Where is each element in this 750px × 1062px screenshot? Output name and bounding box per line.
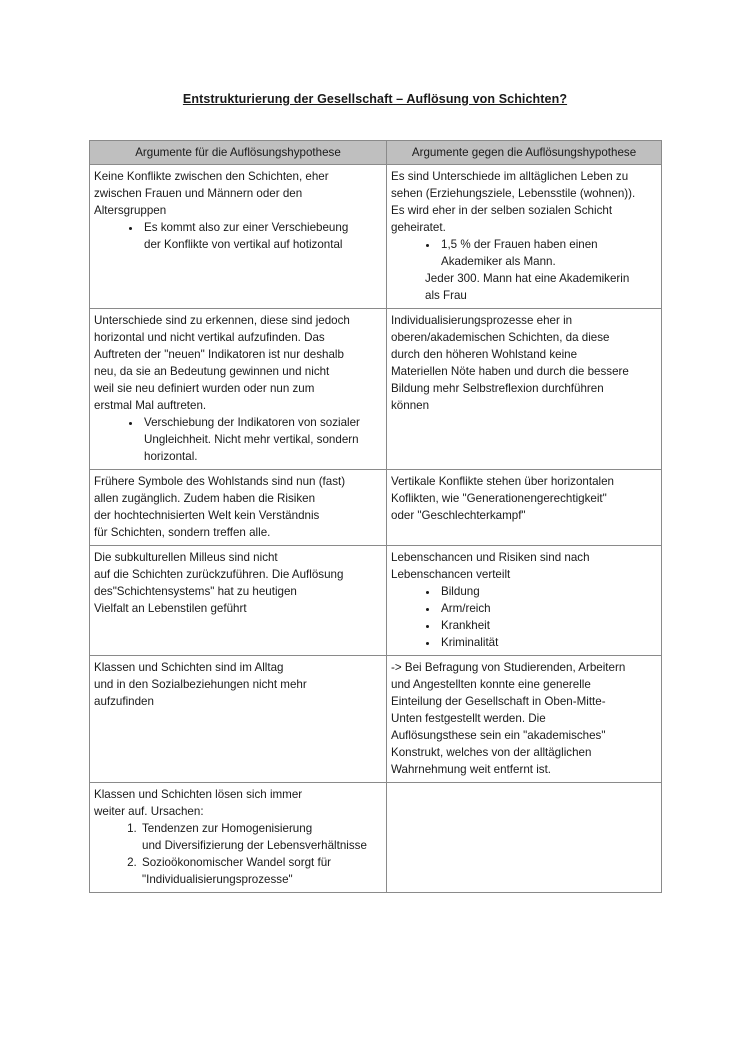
contra-cell (387, 309, 662, 470)
bullet-list (391, 236, 656, 270)
cell-text: Vertikale Konflikte stehen über horizontalen Koflikten, wie "Generationengerechtigkeit" oder "Geschlechterkampf" (391, 475, 614, 522)
header-pro: Argumente für die Auflösungshypothese (90, 141, 387, 165)
table-row (90, 309, 662, 470)
pro-cell (90, 783, 387, 893)
list-item: • Es kommt also zur einer Verschiebeung der Konflikte von vertikal auf hotizontal (142, 219, 381, 253)
list-item: • Arm/reich (439, 600, 656, 617)
list-item: • 1,5 % der Frauen haben einen Akademiker als Mann. (439, 236, 656, 270)
cell-text: Unterschiede sind zu erkennen, diese sind jedoch horizontal und nicht vertikal aufzufinden. Das Auftreten der "neuen" Indikatoren ist nur deshalb neu, da sie an Bedeutung gewinnen und nicht weil sie neu definiert wurden oder nun zum erstmal Mal auftreten. (94, 314, 350, 412)
contra-cell (387, 165, 662, 309)
pro-cell (90, 546, 387, 656)
list-item: • Bildung (439, 583, 656, 600)
table-row (90, 783, 662, 893)
cell-text: Klassen und Schichten sind im Alltag und in den Sozialbeziehungen nicht mehr aufzufinden (94, 661, 307, 708)
table-row (90, 165, 662, 309)
pro-cell (90, 656, 387, 783)
list-item: 1. Tendenzen zur Homogenisierung und Diversifizierung der Lebensverhältnisse (140, 820, 381, 854)
cell-text: Frühere Symbole des Wohlstands sind nun (fast) allen zugänglich. Zudem haben die Risiken der hochtechnisierten Welt kein Verständnis für Schichten, sondern treffen alle. (94, 475, 346, 539)
bullet-list (391, 583, 656, 651)
cell-text: Es sind Unterschiede im alltäglichen Leben zu sehen (Erziehungsziele, Lebensstile (wohnen)). Es wird eher in der selben sozialen Schicht geheiratet. (391, 170, 636, 234)
cell-text: Individualisierungsprozesse eher in oberen/akademischen Schichten, da diese durch den höheren Wohlstand keine Materiellen Nöte haben und durch die bessere Bildung mehr Selbstreflexion durchführen können (391, 314, 629, 412)
cell-text: Die subkulturellen Milleus sind nicht auf die Schichten zurückzuführen. Die Auflösung des"Schichtensystems" hat zu heutigen Vielfalt an Lebenstilen geführt (94, 551, 344, 615)
list-item: • Verschiebung der Indikatoren von sozialer Ungleichheit. Nicht mehr vertikal, sondern horizontal. (142, 414, 381, 465)
cell-text-continued: Jeder 300. Mann hat eine Akademikerin als Frau (425, 272, 630, 302)
bullet-list (94, 414, 381, 465)
document-title: Entstrukturierung der Gesellschaft – Auflösung von Schichten? (182, 92, 568, 106)
pro-cell (90, 309, 387, 470)
header-contra: Argumente gegen die Auflösungshypothese (387, 141, 662, 165)
table-header-row (90, 141, 662, 165)
arguments-table (89, 140, 662, 893)
list-item: • Krankheit (439, 617, 656, 634)
table-row (90, 656, 662, 783)
numbered-list (94, 820, 381, 888)
cell-text: -> Bei Befragung von Studierenden, Arbeitern und Angestellten konnte eine generelle Einteilung der Gesellschaft in Oben-Mitte- Unten festgestellt werden. Die Auflösungsthese sein ein "akademisches" Konstrukt, welches von der alltäglichen Wahrnehmung weit entfernt ist. (391, 661, 626, 776)
cell-text: Keine Konflikte zwischen den Schichten, eher zwischen Frauen und Männern oder den Altersgruppen (94, 170, 329, 217)
pro-cell (90, 165, 387, 309)
contra-cell (387, 470, 662, 546)
contra-cell-empty (387, 783, 662, 893)
table-row (90, 546, 662, 656)
contra-cell (387, 656, 662, 783)
table-row (90, 470, 662, 546)
bullet-list (94, 219, 381, 253)
cell-text: Klassen und Schichten lösen sich immer weiter auf. Ursachen: (94, 788, 303, 818)
list-item: • Kriminalität (439, 634, 656, 651)
pro-cell (90, 470, 387, 546)
contra-cell (387, 546, 662, 656)
cell-text: Lebenschancen und Risiken sind nach Lebenschancen verteilt (391, 551, 590, 581)
list-item: 2. Sozioökonomischer Wandel sorgt für "Individualisierungsprozesse" (140, 854, 381, 888)
